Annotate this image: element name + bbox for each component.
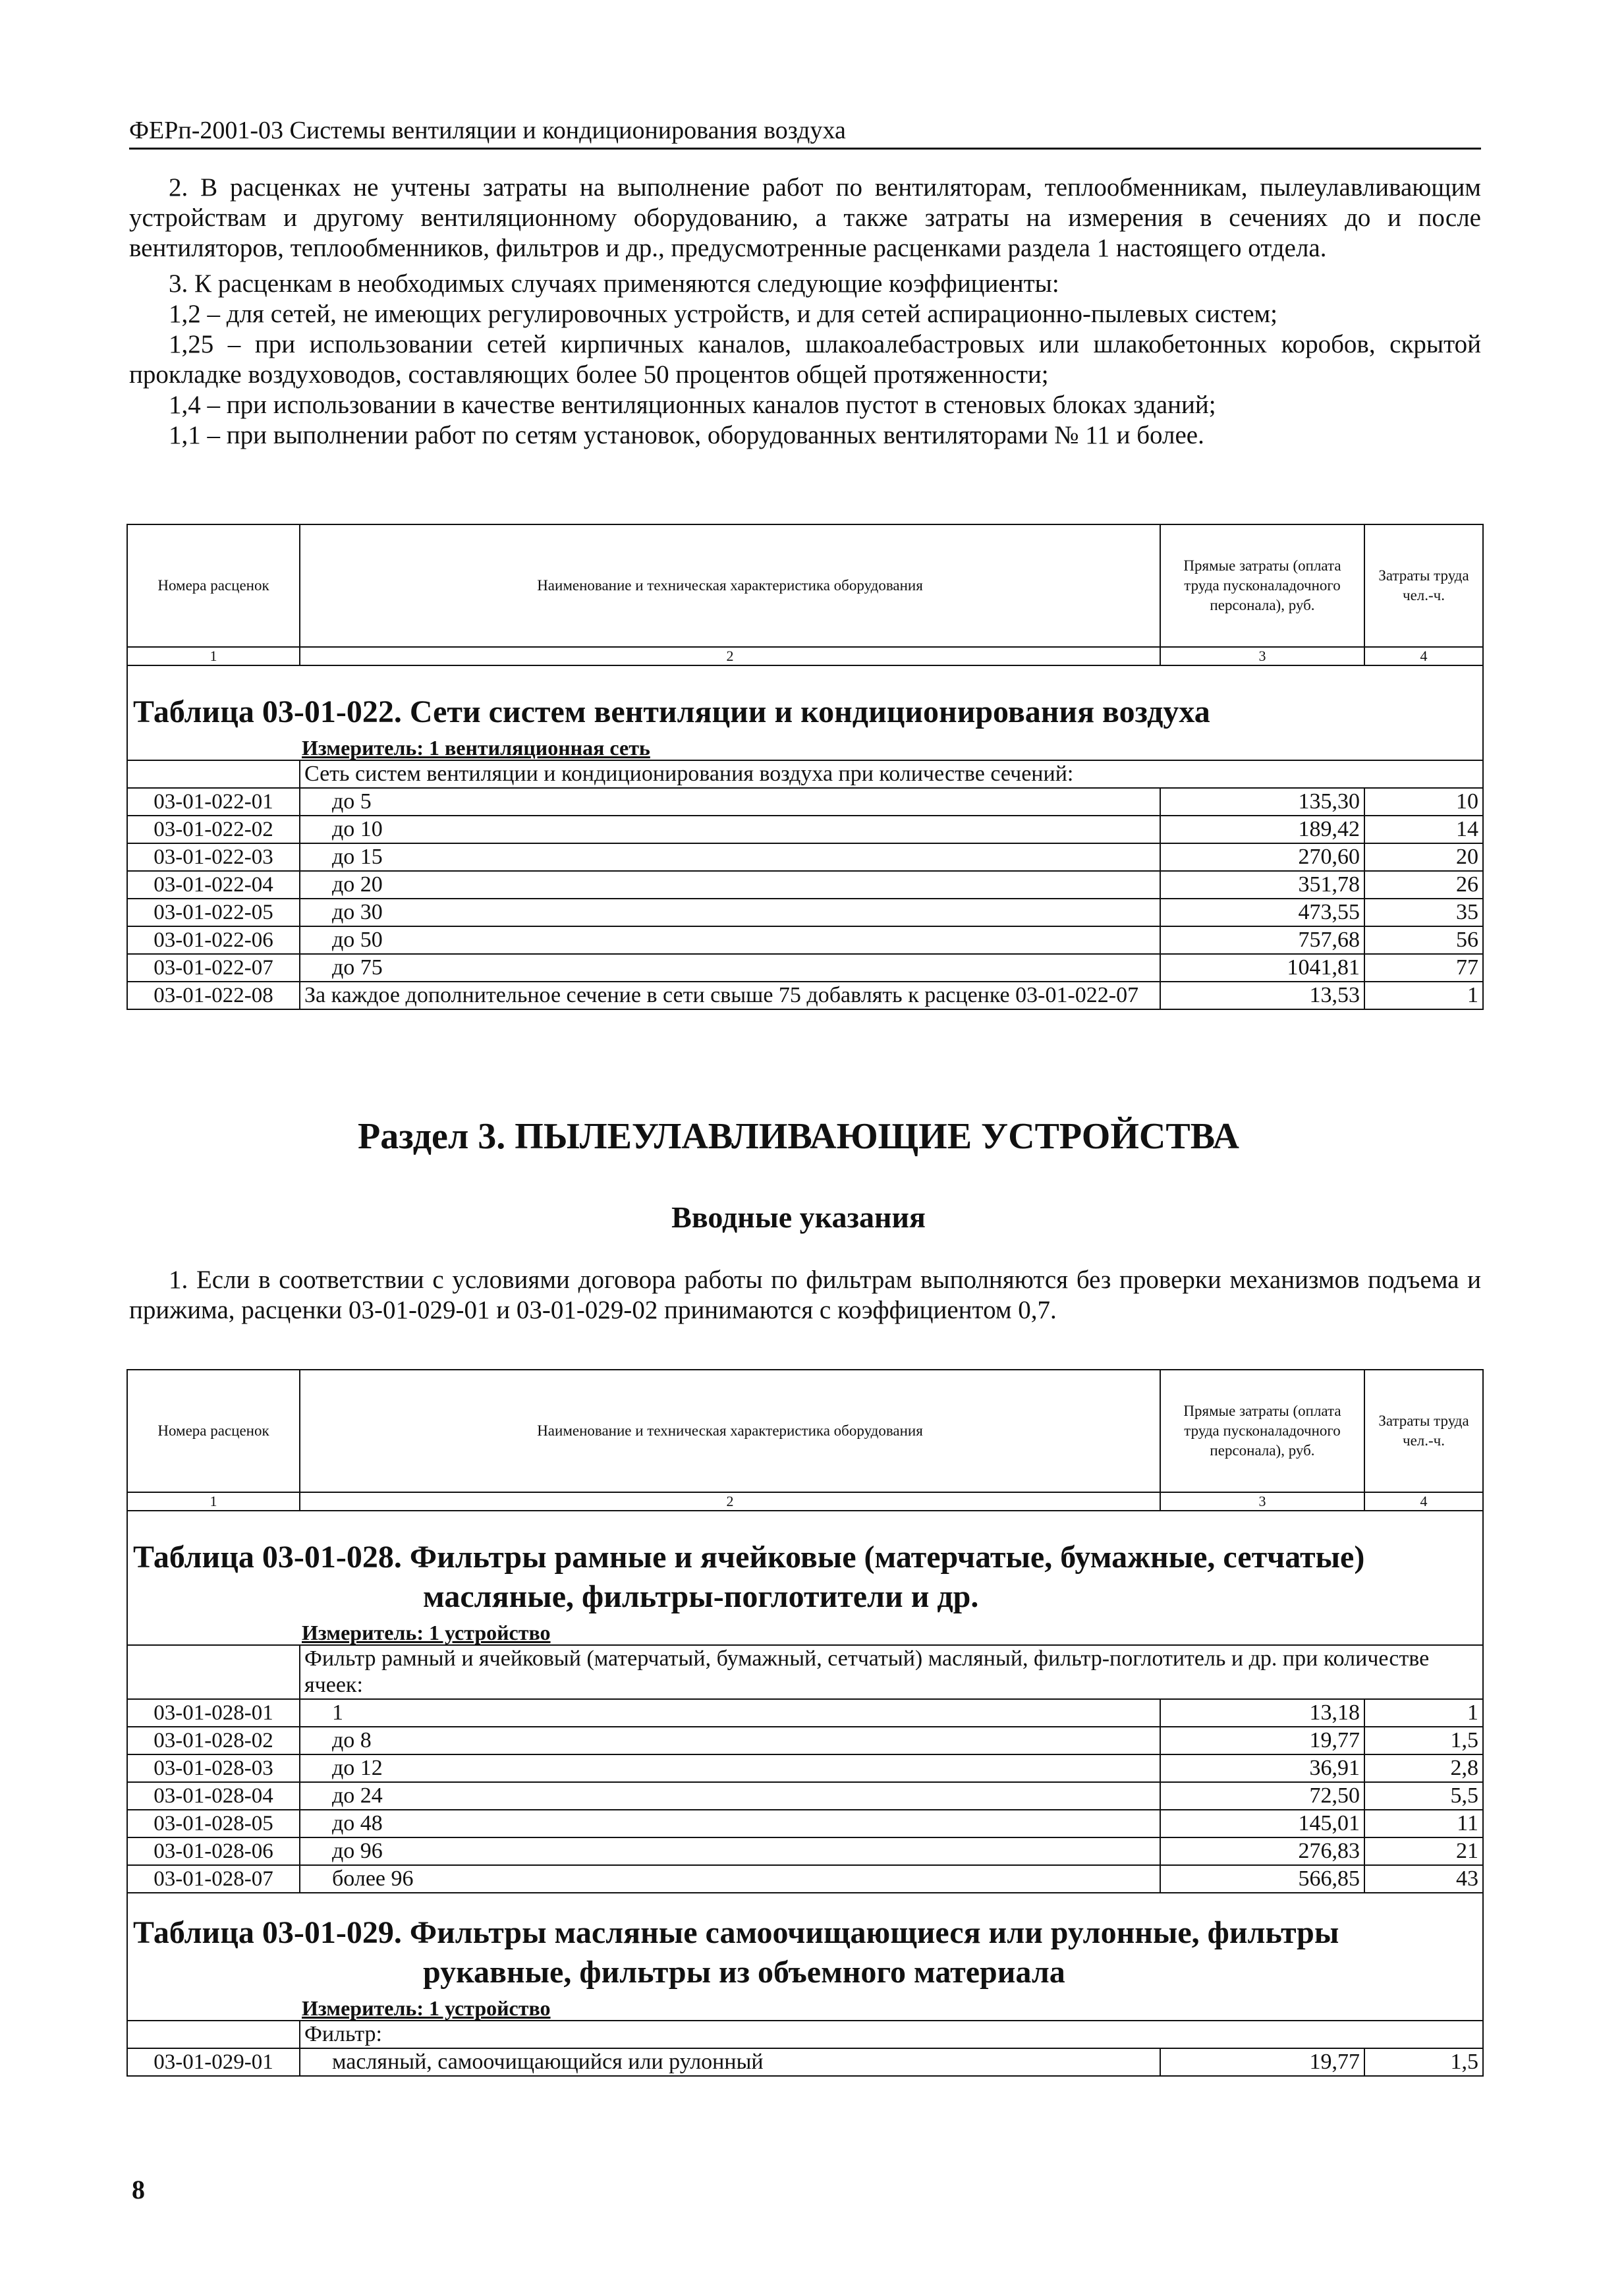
col-header-name: Наименование и техническая характеристика оборудования (300, 1370, 1160, 1492)
spacer-cell (127, 2021, 300, 2048)
table-title-line-2: рукавные, фильтры из объемного материала (423, 1955, 1065, 1990)
table-row (127, 926, 1483, 954)
row-name: до 75 (300, 954, 1160, 982)
table-row (127, 1837, 1483, 1865)
intro-notes (129, 173, 1481, 451)
table-row (127, 1754, 1483, 1782)
table-row (127, 899, 1483, 926)
col-number: 3 (1160, 647, 1364, 665)
row-code: 03-01-028-01 (127, 1699, 300, 1727)
coef-1-25: 1,25 – при использовании сетей кирпичных каналов, шлакоалебастровых или шлакобетонных коробов, скрытой прокладке воздуховодов, составляющих более 50 процентов общей протяженности; (129, 330, 1481, 389)
table-row (127, 954, 1483, 982)
row-labor: 56 (1364, 926, 1483, 954)
table-row (127, 1727, 1483, 1754)
table-row (127, 982, 1483, 1009)
row-labor: 14 (1364, 816, 1483, 843)
row-labor: 43 (1364, 1865, 1483, 1893)
col-number: 3 (1160, 1492, 1364, 1511)
row-cost: 13,18 (1160, 1699, 1364, 1727)
row-cost: 566,85 (1160, 1865, 1364, 1893)
col-header-labor: Затраты труда чел.-ч. (1364, 1370, 1483, 1492)
row-name: до 30 (300, 899, 1160, 926)
row-code: 03-01-028-05 (127, 1810, 300, 1837)
section-note-1: 1. Если в соответствии с условиями договора работы по фильтрам выполняются без проверки механизмов подъема и прижима, расценки 03-01-029-01 и 03-01-029-02 принимаются с коэффициентом 0,7. (129, 1266, 1481, 1324)
section-intro (129, 1265, 1481, 1326)
table-03-01-028-029 (126, 1369, 1484, 2077)
section-title: Раздел 3. ПЫЛЕУЛАВЛИВАЮЩИЕ УСТРОЙСТВА (358, 1116, 1239, 1157)
row-cost: 72,50 (1160, 1782, 1364, 1810)
row-labor: 1 (1364, 1699, 1483, 1727)
row-labor: 77 (1364, 954, 1483, 982)
row-code: 03-01-022-06 (127, 926, 300, 954)
table-row (127, 871, 1483, 899)
table-03-01-022 (126, 524, 1484, 1010)
row-name: до 15 (300, 843, 1160, 871)
col-number: 1 (127, 647, 300, 665)
row-name: до 8 (300, 1727, 1160, 1754)
row-name: За каждое дополнительное сечение в сети свыше 75 добавлять к расценке 03-01-022-07 (300, 982, 1160, 1009)
row-code: 03-01-028-03 (127, 1754, 300, 1782)
spacer-cell (127, 760, 300, 788)
table-row (127, 843, 1483, 871)
row-name: до 10 (300, 816, 1160, 843)
row-code: 03-01-028-06 (127, 1837, 300, 1865)
table-measure: Измеритель: 1 устройство (127, 1996, 1483, 2021)
col-number: 1 (127, 1492, 300, 1511)
table-row (127, 2048, 1483, 2076)
row-cost: 189,42 (1160, 816, 1364, 843)
table-title-line-2: масляные, фильтры-поглотители и др. (423, 1579, 979, 1614)
table-row (127, 816, 1483, 843)
row-name: масляный, самоочищающийся или рулонный (300, 2048, 1160, 2076)
running-header: ФЕРп-2001-03 Системы вентиляции и кондиционирования воздуха (129, 113, 1481, 150)
table-measure: Измеритель: 1 вентиляционная сеть (127, 736, 1483, 760)
row-cost: 145,01 (1160, 1810, 1364, 1837)
col-header-cost: Прямые затраты (оплата труда пусконаладочного персонала), руб. (1160, 524, 1364, 647)
table-subtitle: Фильтр: (300, 2021, 1483, 2048)
note-2: 2. В расценках не учтены затраты на выполнение работ по вентиляторам, теплообменникам, пылеулавливающим устройствам и другому вентиляционному оборудованию, а также затраты на измерения в сечениях до и после вентиляторов, теплообменников, фильтров и др., предусмотренные расценками раздела 1 настоящего отдела. (129, 173, 1481, 262)
table-title: Таблица 03-01-022. Сети систем вентиляции и кондиционирования воздуха (127, 665, 1483, 736)
table-row (127, 1699, 1483, 1727)
row-code: 03-01-028-04 (127, 1782, 300, 1810)
row-cost: 1041,81 (1160, 954, 1364, 982)
row-cost: 19,77 (1160, 2048, 1364, 2076)
row-labor: 1 (1364, 982, 1483, 1009)
col-header-codes: Номера расценок (127, 1370, 300, 1492)
coef-1-4: 1,4 – при использовании в качестве вентиляционных каналов пустот в стеновых блоках зданий; (169, 391, 1216, 419)
row-name: более 96 (300, 1865, 1160, 1893)
col-header-name: Наименование и техническая характеристика оборудования (300, 524, 1160, 647)
table-subtitle: Сеть систем вентиляции и кондиционирования воздуха при количестве сечений: (300, 760, 1483, 788)
row-cost: 276,83 (1160, 1837, 1364, 1865)
row-labor: 2,8 (1364, 1754, 1483, 1782)
row-name: до 20 (300, 871, 1160, 899)
table-title (127, 1511, 1483, 1621)
table-row (127, 1865, 1483, 1893)
row-cost: 351,78 (1160, 871, 1364, 899)
table-title (127, 1893, 1483, 1996)
row-code: 03-01-022-08 (127, 982, 300, 1009)
row-labor: 1,5 (1364, 2048, 1483, 2076)
table-subtitle: Фильтр рамный и ячейковый (матерчатый, бумажный, сетчатый) масляный, фильтр-поглотитель и др. при количестве ячеек: (300, 1645, 1483, 1699)
row-code: 03-01-022-02 (127, 816, 300, 843)
row-cost: 135,30 (1160, 788, 1364, 816)
col-header-codes: Номера расценок (127, 524, 300, 647)
spacer-cell (127, 1645, 300, 1699)
row-name: до 96 (300, 1837, 1160, 1865)
row-code: 03-01-028-07 (127, 1865, 300, 1893)
row-labor: 20 (1364, 843, 1483, 871)
table-title-line-1: Таблица 03-01-028. Фильтры рамные и ячейковые (матерчатые, бумажные, сетчатые) (133, 1540, 1365, 1575)
col-number: 2 (300, 1492, 1160, 1511)
row-labor: 10 (1364, 788, 1483, 816)
row-name: до 48 (300, 1810, 1160, 1837)
row-code: 03-01-022-05 (127, 899, 300, 926)
table-row (127, 1810, 1483, 1837)
row-cost: 757,68 (1160, 926, 1364, 954)
table-row (127, 1782, 1483, 1810)
row-name: до 5 (300, 788, 1160, 816)
coef-1-1: 1,1 – при выполнении работ по сетям установок, оборудованных вентиляторами № 11 и более. (169, 421, 1204, 449)
section-subtitle: Вводные указания (671, 1200, 926, 1234)
row-code: 03-01-022-07 (127, 954, 300, 982)
row-cost: 473,55 (1160, 899, 1364, 926)
table-title-line-1: Таблица 03-01-029. Фильтры масляные самоочищающиеся или рулонные, фильтры (133, 1915, 1339, 1950)
row-name: до 12 (300, 1754, 1160, 1782)
row-name: до 50 (300, 926, 1160, 954)
table-row (127, 788, 1483, 816)
table-measure: Измеритель: 1 устройство (127, 1621, 1483, 1645)
row-labor: 21 (1364, 1837, 1483, 1865)
row-labor: 5,5 (1364, 1782, 1483, 1810)
note-3: 3. К расценкам в необходимых случаях применяются следующие коэффициенты: (169, 269, 1059, 298)
row-labor: 26 (1364, 871, 1483, 899)
col-header-cost: Прямые затраты (оплата труда пусконаладочного персонала), руб. (1160, 1370, 1364, 1492)
col-number: 2 (300, 647, 1160, 665)
page-number: 8 (132, 2175, 145, 2204)
row-name: до 24 (300, 1782, 1160, 1810)
row-name: 1 (300, 1699, 1160, 1727)
row-code: 03-01-029-01 (127, 2048, 300, 2076)
row-code: 03-01-028-02 (127, 1727, 300, 1754)
col-number: 4 (1364, 647, 1483, 665)
col-number: 4 (1364, 1492, 1483, 1511)
row-cost: 13,53 (1160, 982, 1364, 1009)
col-header-labor: Затраты труда чел.-ч. (1364, 524, 1483, 647)
row-code: 03-01-022-04 (127, 871, 300, 899)
row-code: 03-01-022-03 (127, 843, 300, 871)
row-code: 03-01-022-01 (127, 788, 300, 816)
row-labor: 11 (1364, 1810, 1483, 1837)
row-cost: 270,60 (1160, 843, 1364, 871)
coef-1-2: 1,2 – для сетей, не имеющих регулировочных устройств, и для сетей аспирационно-пылевых систем; (169, 300, 1278, 328)
row-cost: 19,77 (1160, 1727, 1364, 1754)
row-cost: 36,91 (1160, 1754, 1364, 1782)
row-labor: 35 (1364, 899, 1483, 926)
row-labor: 1,5 (1364, 1727, 1483, 1754)
